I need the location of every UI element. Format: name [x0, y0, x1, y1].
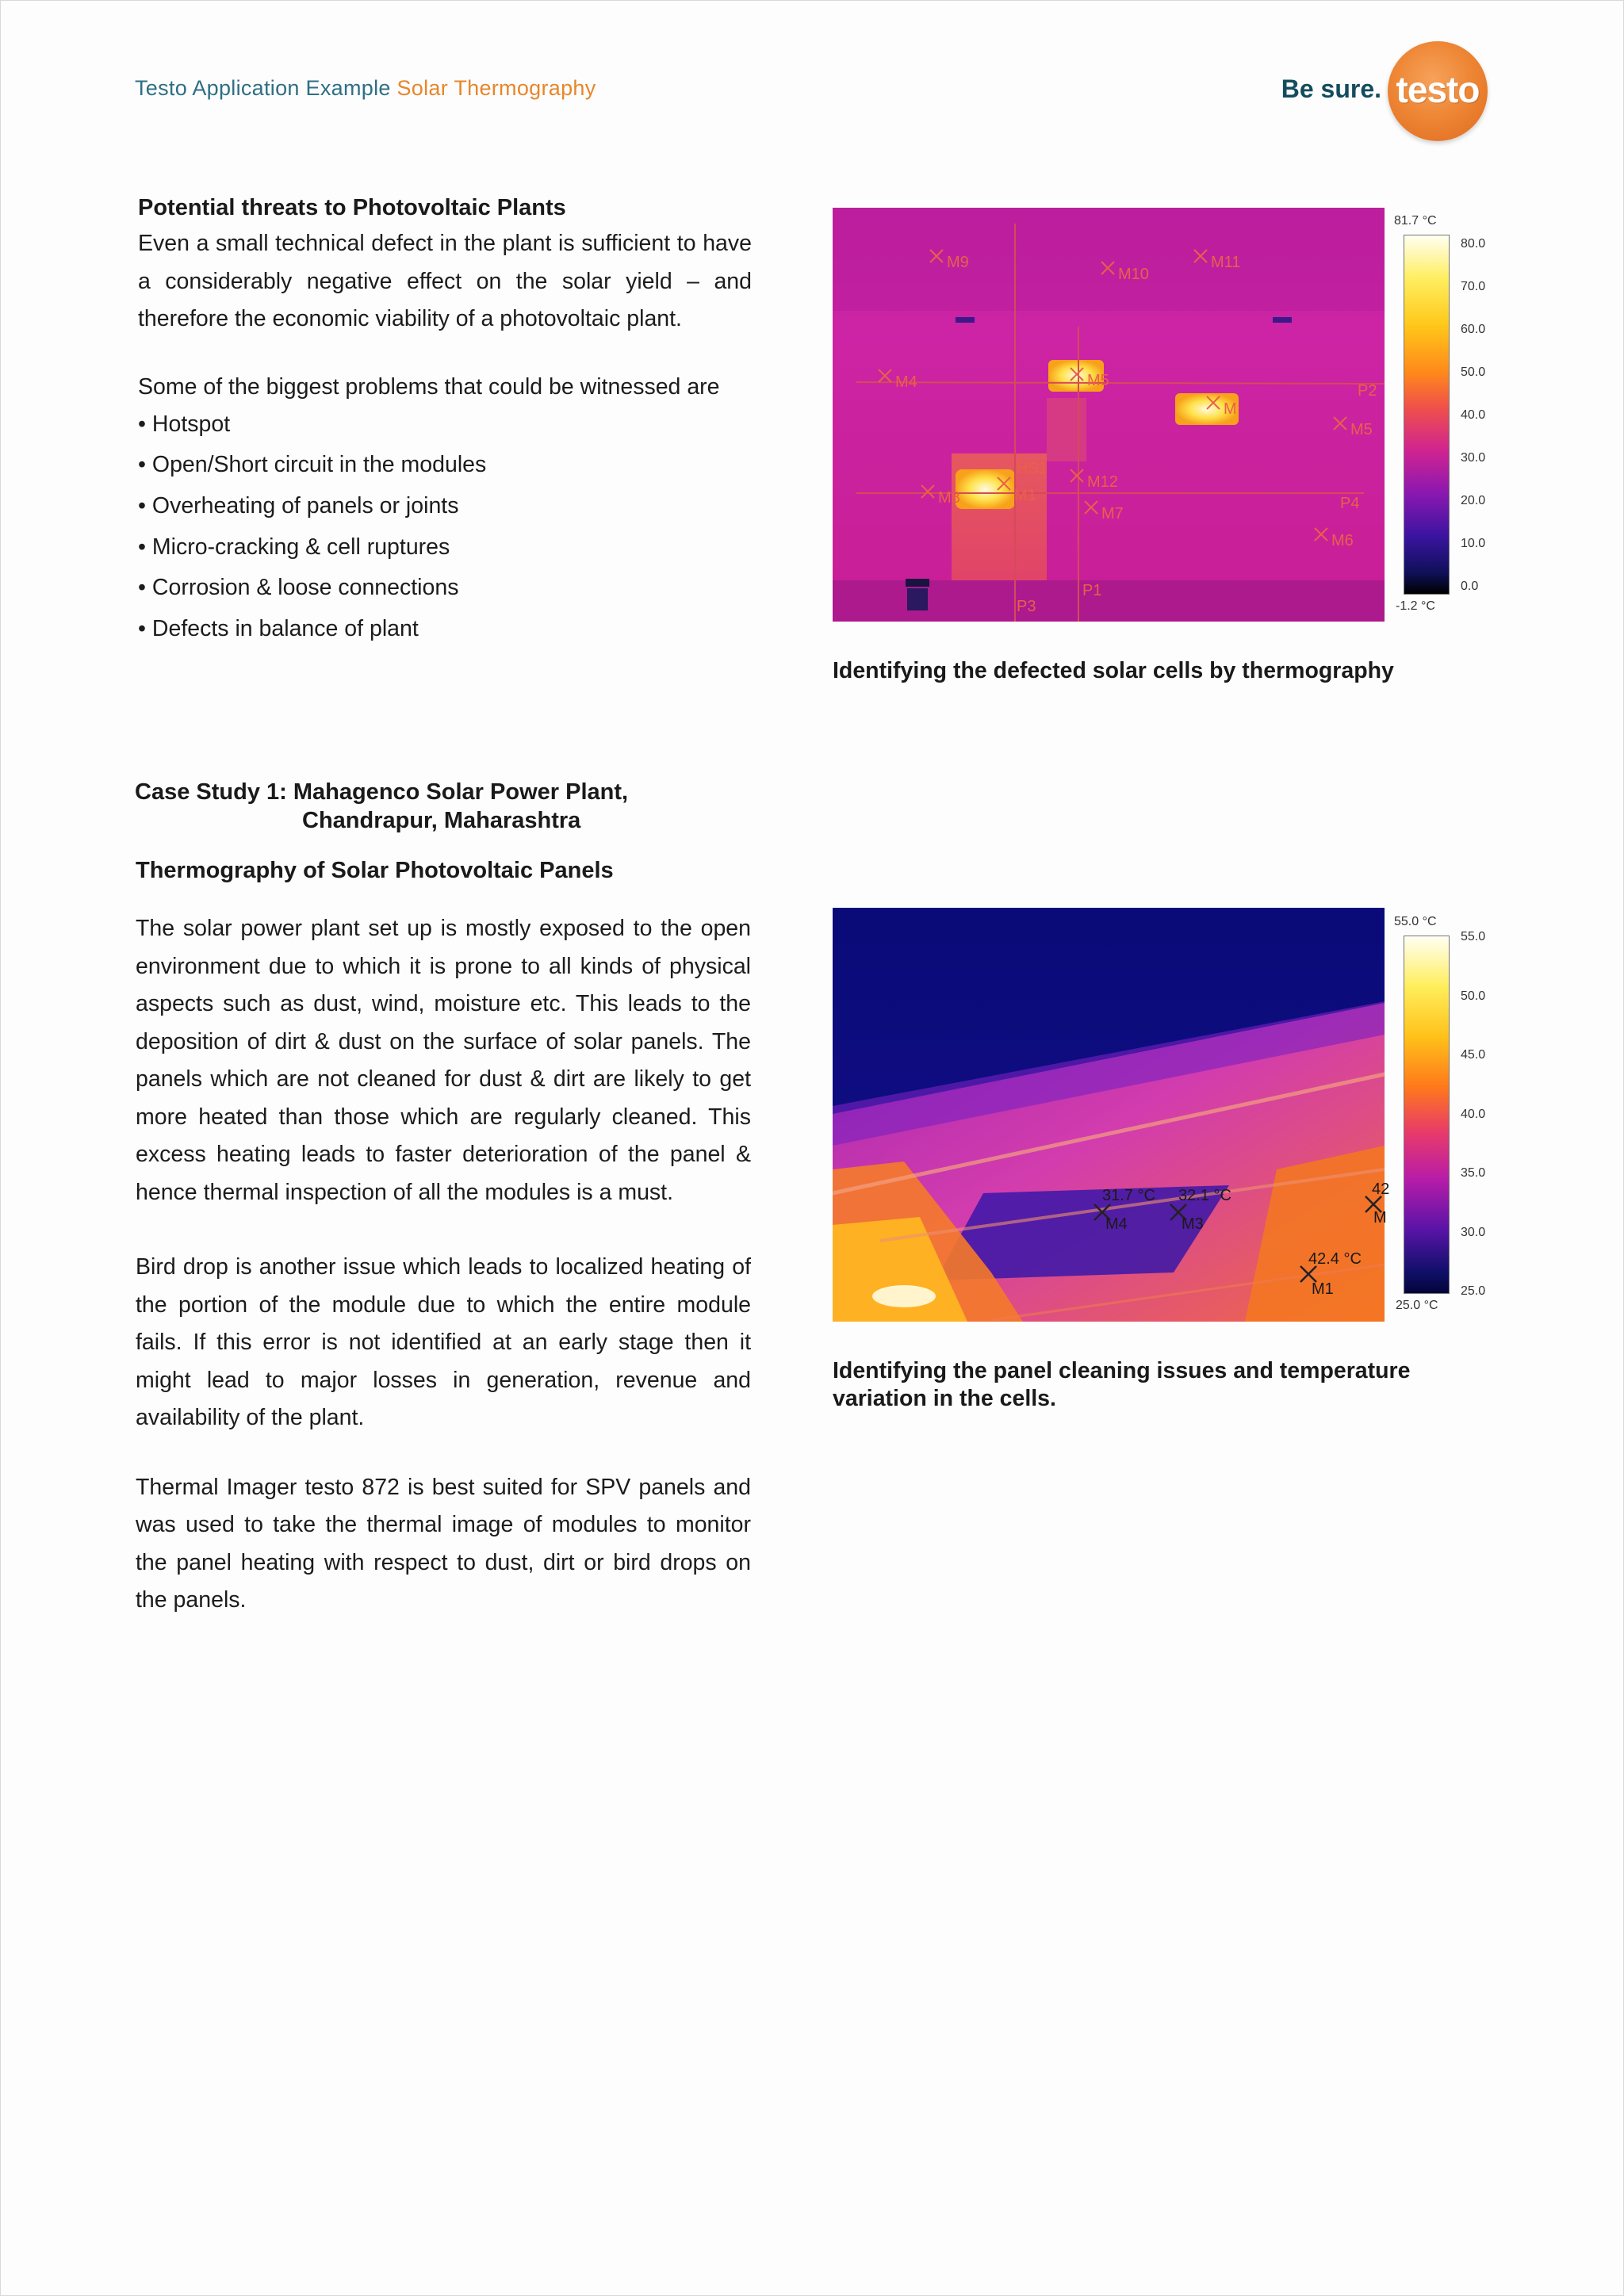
scale-bar: [1404, 235, 1450, 595]
scale-tick: 25.0: [1461, 1284, 1486, 1298]
case-study-title: [135, 779, 674, 834]
scale-tick: 80.0: [1461, 237, 1486, 251]
marker-label: HS1: [1017, 460, 1048, 477]
scale-tick: 50.0: [1461, 365, 1486, 379]
scale-tick: 45.0: [1461, 1048, 1486, 1062]
scale-tick: 55.0: [1461, 930, 1486, 943]
marker-label: M1: [1014, 487, 1036, 504]
threats-section: [138, 195, 752, 650]
scale-tick: 40.0: [1461, 1108, 1486, 1121]
case-study-title-line2: Chandrapur, Maharashtra: [302, 808, 581, 833]
threats-heading: Potential threats to Photovoltaic Plants: [138, 195, 566, 220]
marker-label: P3: [1017, 598, 1036, 615]
scale-tick: 35.0: [1461, 1166, 1486, 1180]
testo-logo: [1388, 41, 1488, 141]
header-slogan: Be sure.: [1281, 75, 1381, 103]
marker-label: M5: [1350, 421, 1373, 438]
case-para-3: Thermal Imager testo 872 is best suited for SPV panels and was used to take the thermal image of modules to monitor the panel heating with respect to dust, dirt or bird drops on the panels.: [136, 1474, 751, 1613]
marker-label: P2: [1358, 382, 1377, 400]
thermal-image-panel-cleaning: [833, 908, 1390, 1322]
marker-label: M4: [895, 373, 917, 391]
m1-temp: 42.4 °C: [1308, 1250, 1362, 1268]
scale-tick: 30.0: [1461, 1226, 1486, 1239]
m2-temp: 42: [1372, 1181, 1390, 1198]
scale-min-label: -1.2 °C: [1396, 599, 1435, 613]
scale-tick: 40.0: [1461, 408, 1486, 422]
list-item: • Corrosion & loose connections: [138, 568, 752, 609]
marker-label: M8: [938, 489, 960, 507]
threats-intro: Even a small technical defect in the plant is sufficient to have a considerably negative effect on the solar yield – and therefore the economic viability of a photovoltaic plant.: [138, 231, 752, 331]
image-1-caption: Identifying the defected solar cells by thermography: [833, 658, 1394, 683]
m3-temp: 32.1 °C: [1178, 1187, 1231, 1204]
marker-label: M5: [1087, 372, 1109, 389]
image-2-caption: Identifying the panel cleaning issues and temperature variation in the cells.: [833, 1358, 1411, 1411]
m3-name: M3: [1182, 1215, 1204, 1233]
list-item: • Overheating of panels or joints: [138, 486, 752, 527]
marker-label: M10: [1118, 266, 1149, 283]
m4-temp: 31.7 °C: [1102, 1187, 1155, 1204]
marker-label: P1: [1082, 582, 1102, 599]
scale-tick: 20.0: [1461, 494, 1486, 507]
scale-tick: 10.0: [1461, 537, 1486, 550]
thermal-image-1-graphic: [833, 208, 1385, 622]
list-item: • Micro-cracking & cell ruptures: [138, 527, 752, 568]
case-study-subheading: Thermography of Solar Photovoltaic Panels: [136, 858, 614, 883]
threats-list-intro: Some of the biggest problems that could be witnessed are: [138, 373, 720, 400]
header-title-main: Testo Application Example: [135, 76, 391, 100]
case-para-2: Bird drop is another issue which leads to localized heating of the portion of the module due to which the entire module fails. If this error is not identified at an early stage then it might lead to major losses in generation, revenue and availability of the plant.: [136, 1254, 751, 1430]
scale-tick: 0.0: [1461, 580, 1479, 593]
marker-label: M9: [947, 254, 969, 271]
testo-logo-text: testo: [1396, 69, 1480, 110]
thermal-image-defected-cells: [833, 208, 1385, 622]
m1-name: M1: [1312, 1280, 1334, 1298]
list-item: • Defects in balance of plant: [138, 609, 752, 650]
scale-min-label: 25.0 °C: [1396, 1299, 1438, 1312]
marker-label: M11: [1211, 254, 1241, 271]
scale-max-label: 55.0 °C: [1394, 915, 1437, 928]
scale-tick: 30.0: [1461, 451, 1486, 465]
case-study-body: [136, 910, 751, 1620]
thermal-image-2-graphic: [833, 908, 1385, 1322]
m4-name: M4: [1105, 1215, 1128, 1233]
marker-label: M: [1224, 400, 1237, 418]
scale-tick: 70.0: [1461, 280, 1486, 293]
case-study-title-line1: Case Study 1: Mahagenco Solar Power Plant,: [135, 779, 629, 805]
marker-label: P4: [1340, 495, 1360, 512]
m2-name: M: [1373, 1209, 1387, 1226]
header-title-topic: Solar Thermography: [396, 76, 596, 100]
scale-tick: 50.0: [1461, 989, 1486, 1003]
marker-label: M12: [1087, 473, 1118, 491]
scale-bar: [1404, 936, 1450, 1294]
case-para-1: The solar power plant set up is mostly exposed to the open environment due to which it is prone to all kinds of physical aspects such as dust, wind, moisture etc. This leads to the deposition of dirt & dust on the surface of solar panels. The panels which are not cleaned for dust & dirt are likely to get more heated than those which are regularly cleaned. This excess heating leads to faster deterioration of the panel & hence thermal inspection of all the modules is a must.: [136, 916, 751, 1205]
header-title: [135, 76, 596, 101]
list-item: • Hotspot: [138, 404, 752, 446]
threats-list: [138, 404, 752, 650]
scale-max-label: 81.7 °C: [1394, 214, 1437, 228]
marker-label: M6: [1331, 532, 1354, 549]
list-item: • Open/Short circuit in the modules: [138, 445, 752, 486]
marker-label: M7: [1101, 505, 1124, 522]
scale-tick: 60.0: [1461, 323, 1486, 336]
